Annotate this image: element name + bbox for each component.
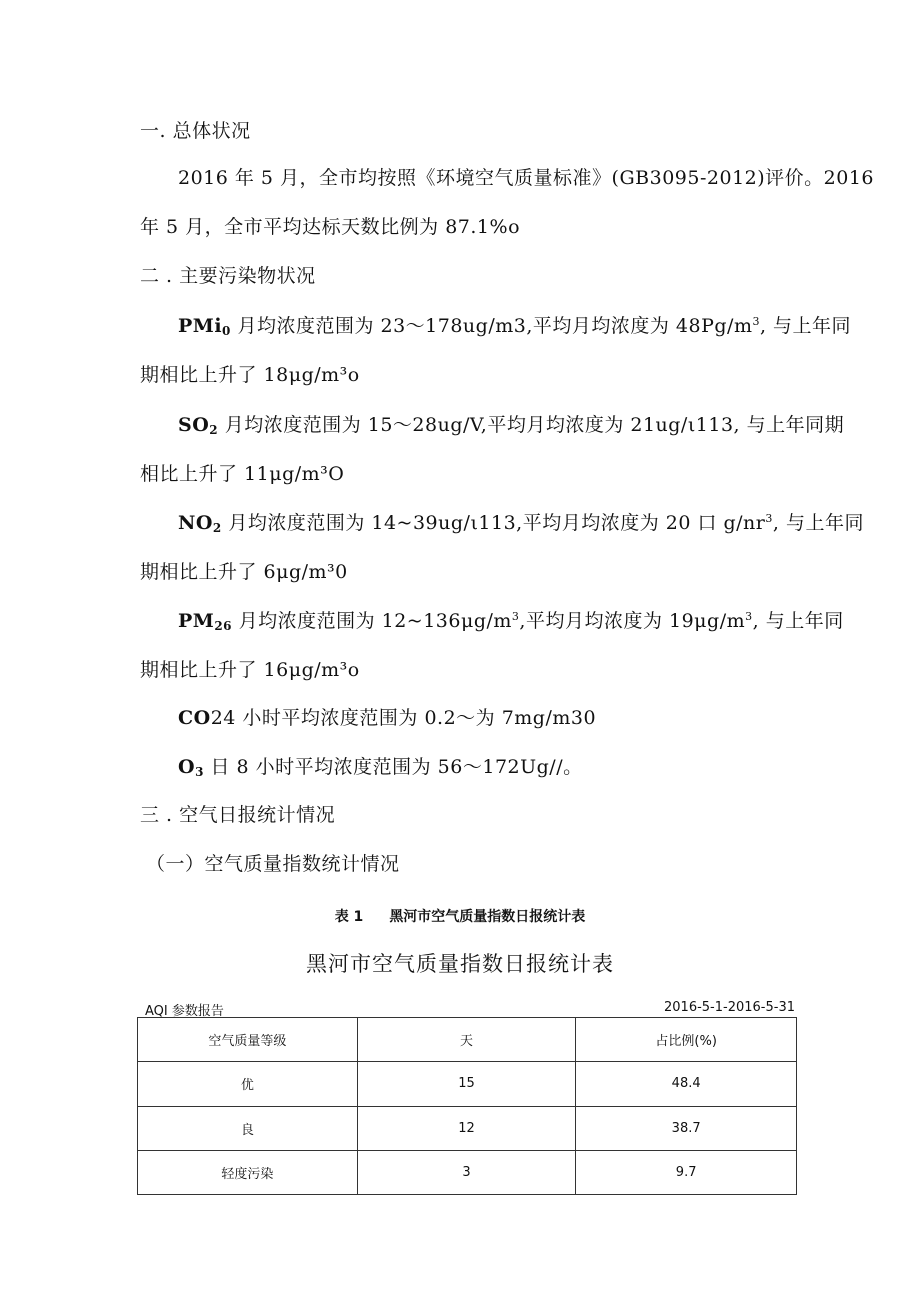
table-cell: 12 — [357, 1106, 576, 1150]
header-cell: 天 — [357, 1018, 576, 1062]
table-row — [138, 1062, 797, 1106]
no2-label: $NO_2$ — [178, 512, 222, 535]
table-cell: 9.7 — [576, 1150, 797, 1194]
section-1-paragraph-line-1: 2016 年 5 月，全市均按照《环境空气质量标准》(GB3095-2012)评价。2016 — [178, 167, 875, 189]
table-cell: 优 — [138, 1062, 358, 1106]
o3-line: $O_3$ 日 8 小时平均浓度范围为 56～172Ug//。 — [178, 756, 583, 779]
o3-label: $O_3$ — [178, 756, 204, 779]
table-cell: 15 — [357, 1062, 576, 1106]
pm10-line-cont: 期相比上升了 18μg∕m³o — [140, 364, 360, 386]
table-cell: 3 — [357, 1150, 576, 1194]
section-3-title: 三 . 空气日报统计情况 — [140, 804, 336, 826]
table-caption-label: 表 1 — [334, 909, 364, 925]
aqi-report-label: AQI 参数报告 — [145, 1004, 224, 1019]
section-1-title: 一. 总体状况 — [140, 120, 251, 142]
date-range: 2016-5-1-2016-5-31 — [664, 1000, 795, 1015]
co-line: CO24 小时平均浓度范围为 0.2～为 7mg∕m30 — [178, 707, 597, 729]
so2-label: $SO_2$ — [178, 414, 219, 437]
table-caption-text: 黑河市空气质量指数日报统计表 — [389, 909, 586, 925]
no2-line: $NO_2$ 月均浓度范围为 14~39ug∕ι113,平均月均浓度为 20 口 $g/nr^3$, 与上年同 — [178, 512, 864, 535]
table-row — [138, 1150, 797, 1194]
section-2-title: 二 . 主要污染物状况 — [140, 265, 316, 287]
co-label: CO — [178, 707, 211, 729]
pm25-line-cont: 期相比上升了 16μg∕m³o — [140, 659, 360, 681]
so2-line-cont: 相比上升了 11μg∕m³O — [140, 463, 345, 485]
table-title: 黑河市空气质量指数日报统计表 — [306, 952, 614, 976]
table-cell: 轻度污染 — [138, 1150, 358, 1194]
aqi-table — [137, 1017, 797, 1195]
pm25-label: $PM_{26}$ — [178, 610, 233, 633]
pm25-line: $PM_{26}$ 月均浓度范围为 $12\sim 136\mu g∕m^3$,平均月均浓度为 $19\mu g/m^3$, 与上年同 — [178, 610, 844, 633]
no2-line-cont: 期相比上升了 6μg∕m³0 — [140, 561, 348, 583]
pm10-label: PMi$_0$ — [178, 315, 231, 338]
table-cell: 48.4 — [576, 1062, 797, 1106]
table-cell: 38.7 — [576, 1106, 797, 1150]
table-row — [138, 1106, 797, 1150]
section-3-subtitle: （一）空气质量指数统计情况 — [146, 853, 400, 875]
pm10-line: PMi$_0$ 月均浓度范围为 23～178ug∕m3,平均月均浓度为 $48Pg/m^3$, 与上年同 — [178, 315, 852, 338]
section-1-paragraph-line-2: 年 5 月，全市平均达标天数比例为 87.1%o — [140, 216, 521, 238]
table-header-row — [138, 1018, 797, 1062]
table-caption — [0, 906, 920, 926]
header-cell: 占比例(%) — [576, 1018, 797, 1062]
header-cell: 空气质量等级 — [138, 1018, 358, 1062]
so2-line: $SO_2$ 月均浓度范围为 15～28ug/V,平均月均浓度为 21ug∕ι113, 与上年同期 — [178, 414, 845, 437]
table-cell: 良 — [138, 1106, 358, 1150]
